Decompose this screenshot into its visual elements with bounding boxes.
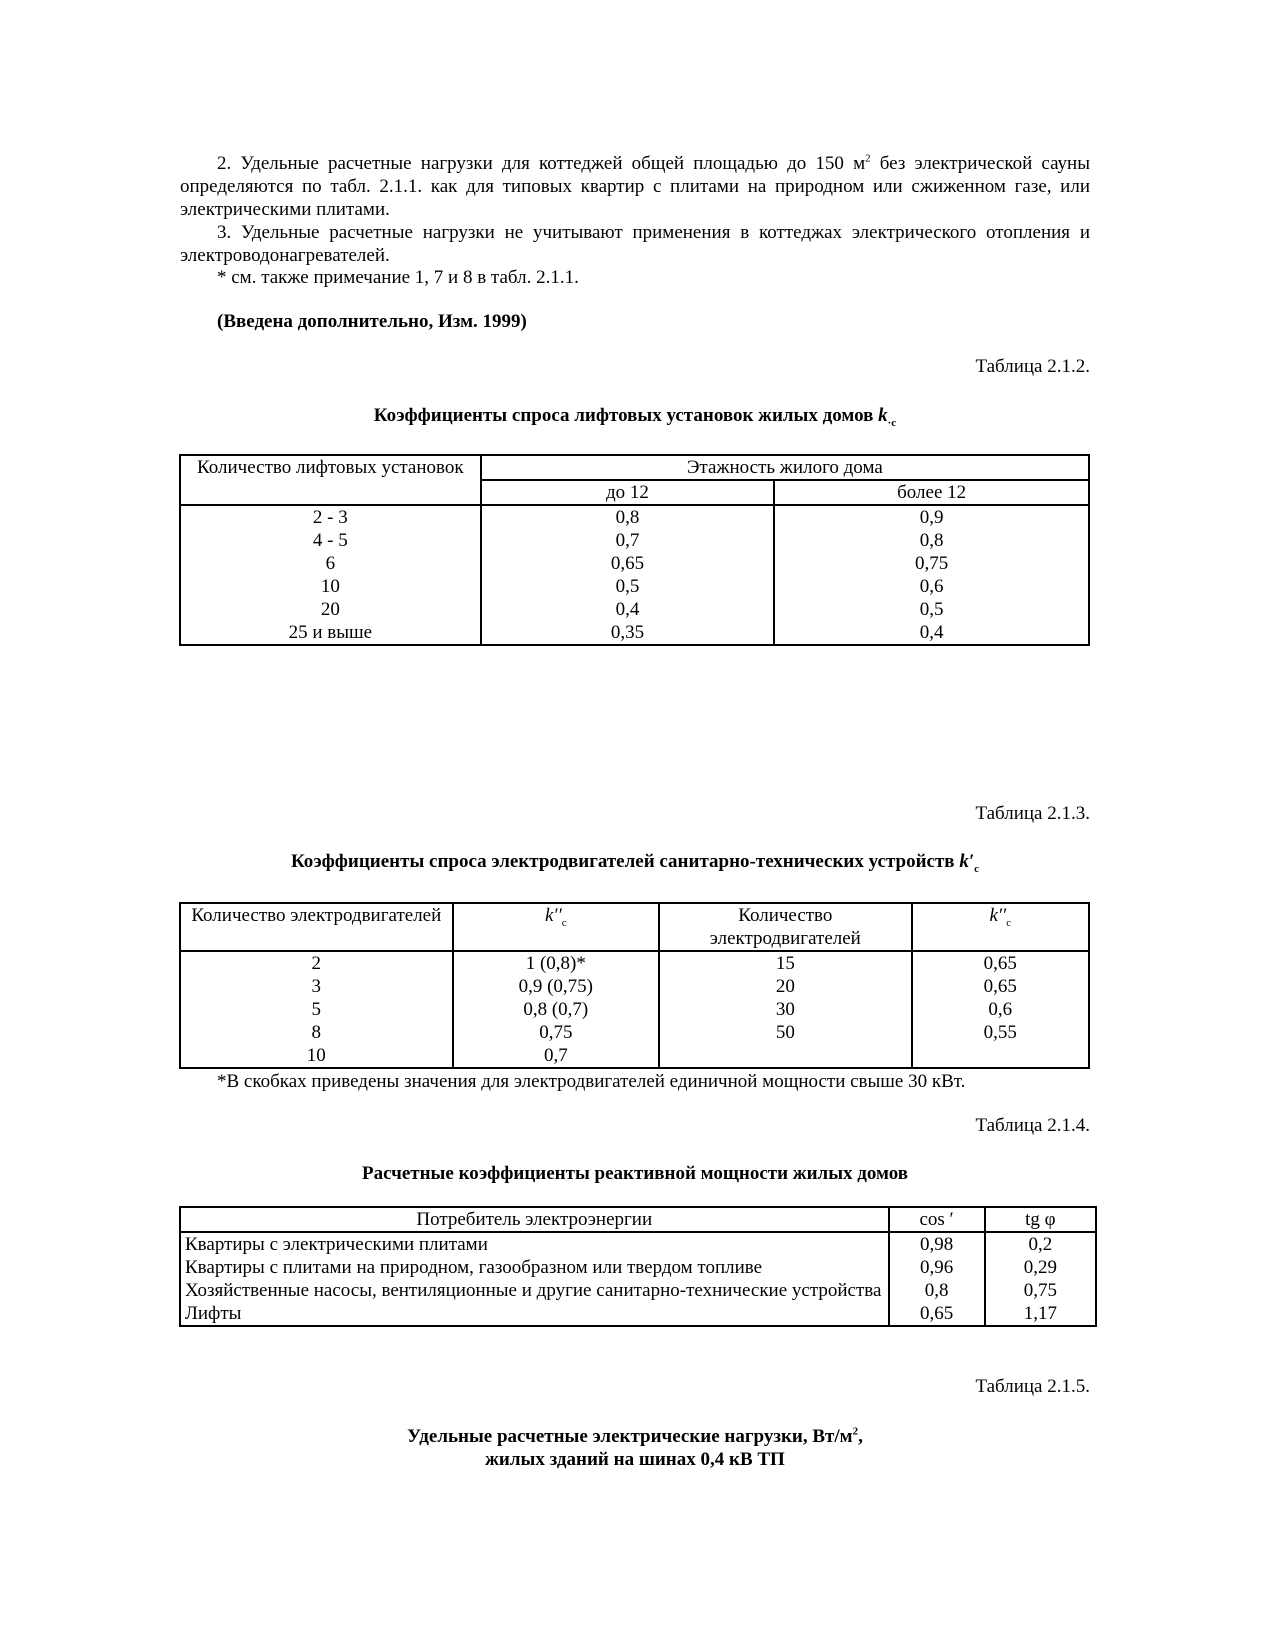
table-row: [180, 575, 1089, 598]
cell: Квартиры с электрическими плитами: [180, 1232, 889, 1256]
subscript: с: [561, 916, 567, 929]
cell: 0,35: [481, 621, 775, 645]
header-up-to-12: до 12: [481, 480, 775, 505]
table-2-1-5-title: [180, 1425, 1090, 1471]
k-symbol: k′: [959, 851, 975, 872]
cell: 0,7: [453, 1044, 659, 1068]
cell: 15: [659, 951, 912, 975]
table-2-1-3: [179, 902, 1090, 1069]
cell: 0,8: [889, 1279, 985, 1302]
cell: 0,55: [912, 1021, 1089, 1044]
cell: 0,8: [774, 529, 1089, 552]
table-row: [180, 1279, 1096, 1302]
note-2-rest: без электрической сауны определяются по табл. 2.1.1. как для типовых квартир с плитами на природном или сжиженном газе, или электрическими плитами.: [180, 153, 1090, 220]
header-lift-count: Количество лифтовых установок: [180, 455, 481, 505]
subscript: с: [974, 862, 980, 875]
note-2-text: 2. Удельные расчетные нагрузки для коттеджей общей площадью до 150 м: [217, 153, 866, 174]
cell: 25 и выше: [180, 621, 481, 645]
subscript: ·с: [887, 416, 897, 429]
table-row: [180, 1256, 1096, 1279]
header-consumer: Потребитель электроэнергии: [180, 1207, 889, 1232]
cell: 0,8 (0,7): [453, 998, 659, 1021]
cell: 10: [180, 575, 481, 598]
note-3: 3. Удельные расчетные нагрузки не учитывают применения в коттеджах электрического отопления и электроводонагревателей.: [180, 222, 1090, 266]
cell: 0,29: [985, 1256, 1096, 1279]
superscript: 2: [852, 1425, 859, 1438]
table-2-1-3-title: [180, 850, 1090, 873]
table-row: [180, 621, 1089, 645]
cell: 0,4: [774, 621, 1089, 645]
note-2: [180, 152, 1090, 221]
cell: 0,4: [481, 598, 775, 621]
cell: [659, 1044, 912, 1068]
cell: [912, 1044, 1089, 1068]
cell: 0,2: [985, 1232, 1096, 1256]
header-k-1: [453, 903, 659, 951]
cell: 0,75: [985, 1279, 1096, 1302]
title-text: Удельные расчетные электрические нагрузки, Вт/м: [407, 1426, 853, 1447]
cell: 20: [659, 975, 912, 998]
cell: 0,65: [912, 975, 1089, 998]
cell: 0,8: [481, 505, 775, 529]
table-2-1-4-label: Таблица 2.1.4.: [975, 1115, 1090, 1136]
table-2-1-2-label: Таблица 2.1.2.: [975, 356, 1090, 377]
cell: 6: [180, 552, 481, 575]
cell: 5: [180, 998, 453, 1021]
cell: 0,98: [889, 1232, 985, 1256]
title-comma: ,: [858, 1426, 863, 1447]
cell: 2: [180, 951, 453, 975]
cell: 0,5: [481, 575, 775, 598]
table-2-1-2-title: [180, 404, 1090, 427]
cell: 2 - 3: [180, 505, 481, 529]
k-symbol: k′′: [989, 905, 1007, 926]
header-over-12: более 12: [774, 480, 1089, 505]
cell: 0,6: [774, 575, 1089, 598]
cell: 8: [180, 1021, 453, 1044]
table-row: [180, 1232, 1096, 1256]
cell: 50: [659, 1021, 912, 1044]
header-floors: Этажность жилого дома: [481, 455, 1089, 480]
cell: 3: [180, 975, 453, 998]
table-2-1-3-label: Таблица 2.1.3.: [975, 803, 1090, 824]
table-row: [180, 975, 1089, 998]
cell: 1 (0,8)*: [453, 951, 659, 975]
header-motor-count-1: Количество электродвигателей: [180, 903, 453, 951]
superscript: 2: [865, 152, 871, 165]
header-motor-count-2: Количество электродвигателей: [659, 903, 912, 951]
table-2-1-5-label: Таблица 2.1.5.: [975, 1376, 1090, 1397]
k-symbol: k′′: [545, 905, 562, 926]
cell: 0,7: [481, 529, 775, 552]
table-row: [180, 505, 1089, 529]
table-row: [180, 552, 1089, 575]
cell: 4 - 5: [180, 529, 481, 552]
cell: Квартиры с плитами на природном, газообразном или твердом топливе: [180, 1256, 889, 1279]
header-tg: tg φ: [985, 1207, 1096, 1232]
table-row: [180, 598, 1089, 621]
header-k-2: [912, 903, 1089, 951]
cell: 0,5: [774, 598, 1089, 621]
table-row: [180, 1044, 1089, 1068]
title-text: Коэффициенты спроса электродвигателей санитарно-технических устройств: [290, 851, 960, 872]
title-text-line-2: жилых зданий на шинах 0,4 кВ ТП: [485, 1449, 785, 1470]
subscript: с: [1006, 916, 1012, 929]
header-cos: cos ′: [889, 1207, 985, 1232]
cell: 0,96: [889, 1256, 985, 1279]
cell: 0,9 (0,75): [453, 975, 659, 998]
table-row: [180, 1302, 1096, 1326]
cell: 20: [180, 598, 481, 621]
cell: 0,6: [912, 998, 1089, 1021]
table-2-1-3-footnote: *В скобках приведены значения для электродвигателей единичной мощности свыше 30 кВт.: [217, 1071, 966, 1092]
cell: 0,75: [774, 552, 1089, 575]
note-star: * см. также примечание 1, 7 и 8 в табл. 2.1.1.: [217, 267, 579, 288]
table-row: [180, 1021, 1089, 1044]
amendment-note: (Введена дополнительно, Изм. 1999): [217, 311, 527, 332]
cell: Лифты: [180, 1302, 889, 1326]
cell: 10: [180, 1044, 453, 1068]
cell: 1,17: [985, 1302, 1096, 1326]
cell: 0,9: [774, 505, 1089, 529]
table-row: [180, 998, 1089, 1021]
cell: 30: [659, 998, 912, 1021]
k-symbol: k: [878, 405, 888, 426]
title-text: Коэффициенты спроса лифтовых установок жилых домов: [373, 405, 879, 426]
cell: Хозяйственные насосы, вентиляционные и другие санитарно-технические устройства: [180, 1279, 889, 1302]
cell: 0,65: [481, 552, 775, 575]
table-2-1-4-title: Расчетные коэффициенты реактивной мощности жилых домов: [361, 1163, 909, 1184]
cell: 0,75: [453, 1021, 659, 1044]
table-row: [180, 951, 1089, 975]
table-2-1-4: [179, 1206, 1097, 1327]
table-2-1-2: [179, 454, 1090, 646]
cell: 0,65: [912, 951, 1089, 975]
table-row: [180, 529, 1089, 552]
cell: 0,65: [889, 1302, 985, 1326]
